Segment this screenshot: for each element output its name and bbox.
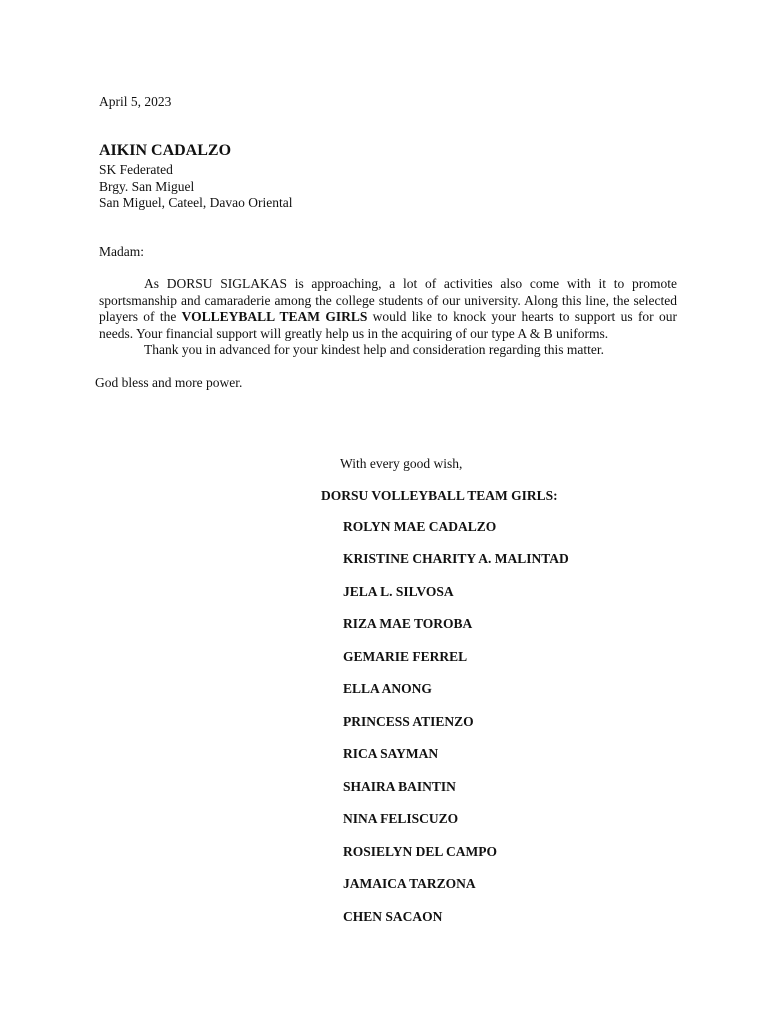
member-name: JELA L. SILVOSA [343, 584, 454, 599]
letter-date: April 5, 2023 [99, 94, 172, 109]
letter-body [99, 276, 677, 359]
member-name: RIZA MAE TOROBA [343, 616, 473, 631]
member-name: CHEN SACAON [343, 909, 443, 924]
member-name: ROLYN MAE CADALZO [343, 519, 497, 534]
recipient-name: AIKIN CADALZO [99, 142, 232, 159]
closing-blessing: God bless and more power. [95, 375, 243, 390]
paragraph-1-text-end: would like to knock your hearts to support us for our needs. Your financial support will greatly help us in the acquiring of our type A & B uniforms. [99, 309, 677, 341]
recipient-position: SK Federated [99, 162, 173, 177]
team-signature-heading: DORSU VOLLEYBALL TEAM GIRLS: [321, 488, 558, 503]
member-name: ROSIELYN DEL CAMPO [343, 844, 498, 859]
member-name: GEMARIE FERREL [343, 649, 468, 664]
member-name: JAMAICA TARZONA [343, 876, 476, 891]
complimentary-close: With every good wish, [340, 456, 463, 471]
member-name: NINA FELISCUZO [343, 811, 459, 826]
salutation: Madam: [99, 244, 144, 259]
member-name: SHAIRA BAINTIN [343, 779, 456, 794]
recipient-address: San Miguel, Cateel, Davao Oriental [99, 195, 293, 210]
member-name: RICA SAYMAN [343, 746, 439, 761]
body-paragraph-1 [99, 276, 677, 342]
member-name: ELLA ANONG [343, 681, 432, 696]
recipient-barangay: Brgy. San Miguel [99, 179, 195, 194]
body-paragraph-2: Thank you in advanced for your kindest help and consideration regarding this matter. [144, 342, 604, 357]
member-name: KRISTINE CHARITY A. MALINTAD [343, 551, 569, 566]
member-name: PRINCESS ATIENZO [343, 714, 474, 729]
team-emphasis: VOLLEYBALL TEAM GIRLS [181, 309, 368, 324]
paragraph-1-text-start: As DORSU SIGLAKAS is approaching, a lot of activities also come with it to promote sportsmanship and camaraderie among the college students of our university. Along this line, the selected players of the [99, 276, 677, 324]
